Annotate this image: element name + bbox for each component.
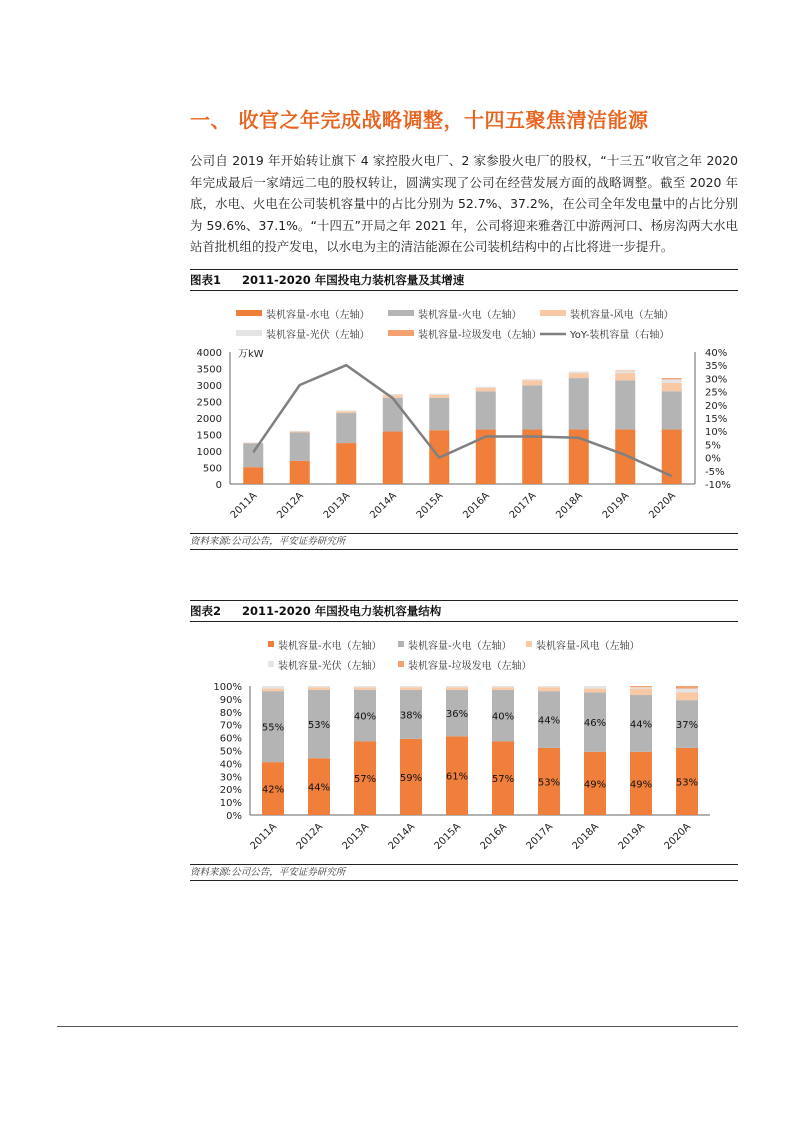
fig1-xtick-3: 2014A bbox=[368, 490, 399, 521]
fig2-bar-3-9 bbox=[676, 689, 698, 693]
fig2-ytick-4: 60% bbox=[219, 733, 242, 745]
fig1-bar-2-9 bbox=[662, 383, 682, 391]
fig2-ytick-0: 100% bbox=[213, 682, 242, 693]
fig2-legend-label-0: 装机容量-水电（左轴） bbox=[278, 641, 382, 652]
fig1-xtick-6: 2017A bbox=[507, 490, 539, 521]
fig1-bar-1-8 bbox=[615, 380, 635, 429]
fig2-bar-2-9 bbox=[676, 692, 698, 700]
fig2-data-label-0-8: 49% bbox=[629, 779, 653, 791]
fig1-y2tick-6: 10% bbox=[705, 427, 728, 439]
fig1-bar-1-5 bbox=[476, 391, 496, 429]
fig1-bar-3-7 bbox=[569, 371, 589, 373]
fig2-bar-3-7 bbox=[584, 686, 606, 689]
figure2-label: 图表2 bbox=[190, 604, 222, 618]
fig1-bar-2-1 bbox=[290, 432, 310, 433]
fig1-y2tick-2: 30% bbox=[705, 374, 728, 386]
fig2-data-label-0-4: 61% bbox=[445, 771, 469, 783]
fig2-bar-3-4 bbox=[446, 686, 468, 687]
fig1-bar-2-5 bbox=[476, 388, 496, 391]
fig2-legend-label-2: 装机容量-风电（左轴） bbox=[536, 641, 640, 652]
fig2-data-label-0-2: 57% bbox=[353, 774, 377, 786]
fig2-ytick-7: 30% bbox=[219, 772, 242, 784]
fig1-xtick-9: 2020A bbox=[647, 490, 678, 521]
fig2-ytick-9: 10% bbox=[219, 798, 242, 810]
fig2-legend-swatch-1 bbox=[398, 641, 404, 647]
fig2-bar-2-5 bbox=[492, 687, 514, 690]
footer-divider bbox=[57, 1026, 738, 1027]
fig2-xtick-5: 2016A bbox=[478, 821, 510, 852]
fig1-bar-3-5 bbox=[476, 387, 496, 388]
fig1-bar-3-9 bbox=[662, 379, 682, 383]
fig2-bar-3-0 bbox=[262, 686, 284, 689]
fig1-y2tick-8: 0% bbox=[705, 453, 721, 465]
fig2-bar-2-7 bbox=[584, 689, 606, 693]
fig1-ytick-8: 0 bbox=[215, 480, 222, 491]
fig1-xtick-4: 2015A bbox=[414, 490, 446, 521]
fig1-bar-1-6 bbox=[522, 385, 542, 429]
fig2-data-label-0-7: 49% bbox=[583, 779, 607, 791]
fig2-xtick-0: 2011A bbox=[248, 821, 280, 852]
fig1-bar-3-4 bbox=[429, 394, 449, 395]
fig2-bar-2-3 bbox=[400, 687, 422, 690]
fig1-legend-swatch-2 bbox=[540, 310, 566, 316]
fig1-xtick-0: 2011A bbox=[228, 490, 260, 521]
fig1-bar-2-8 bbox=[615, 373, 635, 380]
fig2-data-label-1-3: 38% bbox=[399, 710, 423, 722]
fig2-bar-2-6 bbox=[538, 687, 560, 691]
fig2-data-label-1-1: 53% bbox=[307, 720, 331, 732]
fig1-y2tick-4: 20% bbox=[705, 400, 728, 412]
fig1-legend-swatch-3 bbox=[236, 330, 262, 336]
fig2-legend-swatch-4 bbox=[398, 661, 404, 667]
fig1-yoy-line bbox=[253, 365, 672, 476]
fig1-xtick-1: 2012A bbox=[275, 490, 306, 521]
fig1-bar-1-2 bbox=[336, 413, 356, 443]
intro-paragraph: 公司自 2019 年开始转让旗下 4 家控股火电厂、2 家参股火电厂的股权，“十三五”收官之年 2020 年完成最后一家靖远二电的股权转让，圆满实现了公司在经营发展方面的战略调整。截至 2020 年底，水电、火电在公司装机容量中的占比分别为 52.7%、37.2%，在公司全年发电量中的占比分别为 59.6%、37.1%。“十四五”开局之年 2021 年，公司将迎来雅砻江中游两河口、杨房沟两大水电站首批机组的投产发电，以水电为主的清洁能源在公司装机结构中的占比将进一步提升。 bbox=[190, 153, 738, 255]
fig2-bar-2-4 bbox=[446, 687, 468, 690]
fig2-legend-swatch-0 bbox=[268, 641, 274, 647]
fig1-ytick-1: 3500 bbox=[196, 364, 222, 376]
fig1-xtick-8: 2019A bbox=[600, 490, 632, 521]
figure1-title: 2011-2020 年国投电力装机容量及其增速 bbox=[242, 273, 465, 287]
fig1-bar-0-2 bbox=[336, 443, 356, 484]
fig2-bar-2-8 bbox=[630, 689, 652, 695]
figure1-svg bbox=[190, 292, 738, 532]
fig2-legend-label-3: 装机容量-光伏（左轴） bbox=[278, 661, 382, 672]
fig1-legend-label-1: 装机容量-火电（左轴） bbox=[418, 310, 522, 321]
fig1-bar-1-9 bbox=[662, 391, 682, 429]
fig1-y2tick-9: -5% bbox=[705, 466, 725, 478]
fig1-bar-1-0 bbox=[243, 443, 263, 467]
fig1-y2tick-3: 25% bbox=[705, 387, 728, 399]
fig1-bar-1-4 bbox=[429, 398, 449, 430]
fig1-bar-0-3 bbox=[383, 432, 403, 484]
fig2-bar-2-2 bbox=[354, 687, 376, 690]
fig1-bar-3-6 bbox=[522, 379, 542, 380]
fig2-bar-3-1 bbox=[308, 686, 330, 687]
fig1-y2tick-7: 5% bbox=[705, 440, 721, 452]
fig2-ytick-6: 40% bbox=[219, 759, 242, 771]
fig2-xtick-8: 2019A bbox=[616, 821, 648, 852]
figure2-title: 2011-2020 年国投电力装机容量结构 bbox=[242, 604, 442, 618]
fig2-data-label-0-9: 53% bbox=[675, 777, 699, 789]
fig2-data-label-1-9: 37% bbox=[675, 720, 699, 732]
fig2-xtick-1: 2012A bbox=[294, 821, 326, 852]
fig2-bar-4-9 bbox=[676, 686, 698, 689]
fig1-bar-2-7 bbox=[569, 373, 589, 378]
fig1-y2tick-0: 40% bbox=[705, 348, 728, 359]
fig1-bar-3-8 bbox=[615, 371, 635, 373]
fig2-bar-2-0 bbox=[262, 689, 284, 692]
fig1-legend-label-5: YoY-装机容量（右轴） bbox=[570, 330, 670, 341]
fig1-bar-3-2 bbox=[336, 410, 356, 411]
fig1-legend-label-0: 装机容量-水电（左轴） bbox=[266, 310, 370, 321]
fig1-ytick-2: 3000 bbox=[196, 381, 222, 392]
fig1-legend-label-2: 装机容量-风电（左轴） bbox=[570, 310, 674, 321]
fig2-bar-3-3 bbox=[400, 686, 422, 687]
fig2-bar-3-2 bbox=[354, 686, 376, 687]
figure2-svg bbox=[190, 623, 738, 863]
fig1-bar-0-1 bbox=[290, 461, 310, 484]
fig1-xtick-2: 2013A bbox=[321, 490, 353, 521]
fig2-data-label-0-3: 59% bbox=[399, 772, 423, 784]
fig2-ytick-1: 90% bbox=[219, 694, 242, 706]
fig2-data-label-1-2: 40% bbox=[353, 711, 377, 723]
fig2-legend-swatch-2 bbox=[526, 641, 532, 647]
fig2-xtick-6: 2017A bbox=[524, 821, 556, 852]
fig1-legend-swatch-1 bbox=[388, 310, 414, 316]
fig2-data-label-1-4: 36% bbox=[445, 709, 469, 721]
fig2-ytick-2: 80% bbox=[219, 707, 242, 719]
fig1-bar-1-3 bbox=[383, 398, 403, 432]
fig1-ytick-6: 1000 bbox=[196, 447, 222, 458]
fig2-data-label-1-7: 46% bbox=[583, 718, 607, 730]
fig2-data-label-0-5: 57% bbox=[491, 774, 515, 786]
fig2-legend-swatch-3 bbox=[268, 661, 274, 667]
fig2-ytick-8: 20% bbox=[219, 785, 242, 797]
fig1-bar-2-4 bbox=[429, 395, 449, 398]
fig1-bar-3-1 bbox=[290, 431, 310, 432]
section-title: 一、 收官之年完成战略调整，十四五聚焦清洁能源 bbox=[190, 108, 649, 132]
fig2-bar-4-8 bbox=[630, 686, 652, 687]
fig1-bar-4-8 bbox=[615, 370, 635, 371]
fig1-bar-1-1 bbox=[290, 433, 310, 461]
figure1-source: 资料来源:公司公告，平安证券研究所 bbox=[190, 533, 738, 550]
figure1-label: 图表1 bbox=[190, 273, 222, 287]
fig1-ytick-7: 500 bbox=[202, 463, 222, 475]
fig2-bar-2-1 bbox=[308, 687, 330, 690]
fig2-data-label-0-1: 44% bbox=[307, 782, 331, 794]
fig1-legend-label-3: 装机容量-光伏（左轴） bbox=[266, 330, 370, 341]
fig1-bar-2-2 bbox=[336, 411, 356, 413]
fig1-y2tick-5: 15% bbox=[705, 414, 728, 425]
figure2-source: 资料来源:公司公告，平安证券研究所 bbox=[190, 864, 738, 881]
fig1-ytick-0: 4000 bbox=[196, 348, 222, 359]
fig1-ylabel: 万kW bbox=[238, 349, 264, 360]
fig2-xtick-3: 2014A bbox=[386, 821, 418, 852]
fig2-ytick-3: 70% bbox=[219, 720, 242, 732]
fig1-legend-label-4: 装机容量-垃圾发电（左轴） bbox=[418, 330, 542, 341]
fig2-xtick-9: 2020A bbox=[662, 821, 694, 852]
figure2-header bbox=[190, 600, 738, 622]
fig1-bar-1-7 bbox=[569, 378, 589, 429]
fig1-legend-swatch-0 bbox=[236, 310, 262, 316]
fig2-xtick-7: 2018A bbox=[570, 821, 602, 852]
fig2-legend-label-4: 装机容量-垃圾发电（左轴） bbox=[408, 661, 532, 672]
fig2-bar-3-6 bbox=[538, 686, 560, 687]
fig1-ytick-4: 2000 bbox=[196, 414, 222, 425]
fig2-ytick-10: 0% bbox=[226, 811, 242, 822]
fig1-bar-2-6 bbox=[522, 380, 542, 385]
fig1-y2tick-10: -10% bbox=[705, 480, 731, 491]
fig1-xtick-7: 2018A bbox=[554, 490, 585, 521]
fig2-xtick-4: 2015A bbox=[432, 821, 464, 852]
fig1-xtick-5: 2016A bbox=[461, 490, 492, 521]
fig1-ytick-3: 2500 bbox=[196, 397, 222, 409]
figure2-chart bbox=[190, 623, 738, 863]
fig2-data-label-1-6: 44% bbox=[537, 715, 561, 727]
fig1-legend-swatch-4 bbox=[388, 330, 414, 336]
figure1-chart bbox=[190, 292, 738, 532]
fig2-legend-label-1: 装机容量-火电（左轴） bbox=[408, 641, 512, 652]
figure1-header bbox=[190, 269, 738, 291]
fig1-y2tick-1: 35% bbox=[705, 361, 728, 373]
fig2-data-label-1-5: 40% bbox=[491, 711, 515, 723]
fig2-bar-3-5 bbox=[492, 686, 514, 687]
fig1-bar-4-9 bbox=[662, 378, 682, 379]
fig1-bar-0-0 bbox=[243, 467, 263, 484]
fig2-data-label-0-0: 42% bbox=[261, 784, 285, 796]
fig2-xtick-2: 2013A bbox=[340, 821, 372, 852]
fig2-data-label-1-8: 44% bbox=[629, 719, 653, 731]
fig2-bar-3-8 bbox=[630, 687, 652, 688]
fig2-data-label-1-0: 55% bbox=[261, 722, 285, 734]
fig1-ytick-5: 1500 bbox=[196, 430, 222, 442]
fig2-ytick-5: 50% bbox=[219, 746, 242, 758]
fig2-data-label-0-6: 53% bbox=[537, 777, 561, 789]
